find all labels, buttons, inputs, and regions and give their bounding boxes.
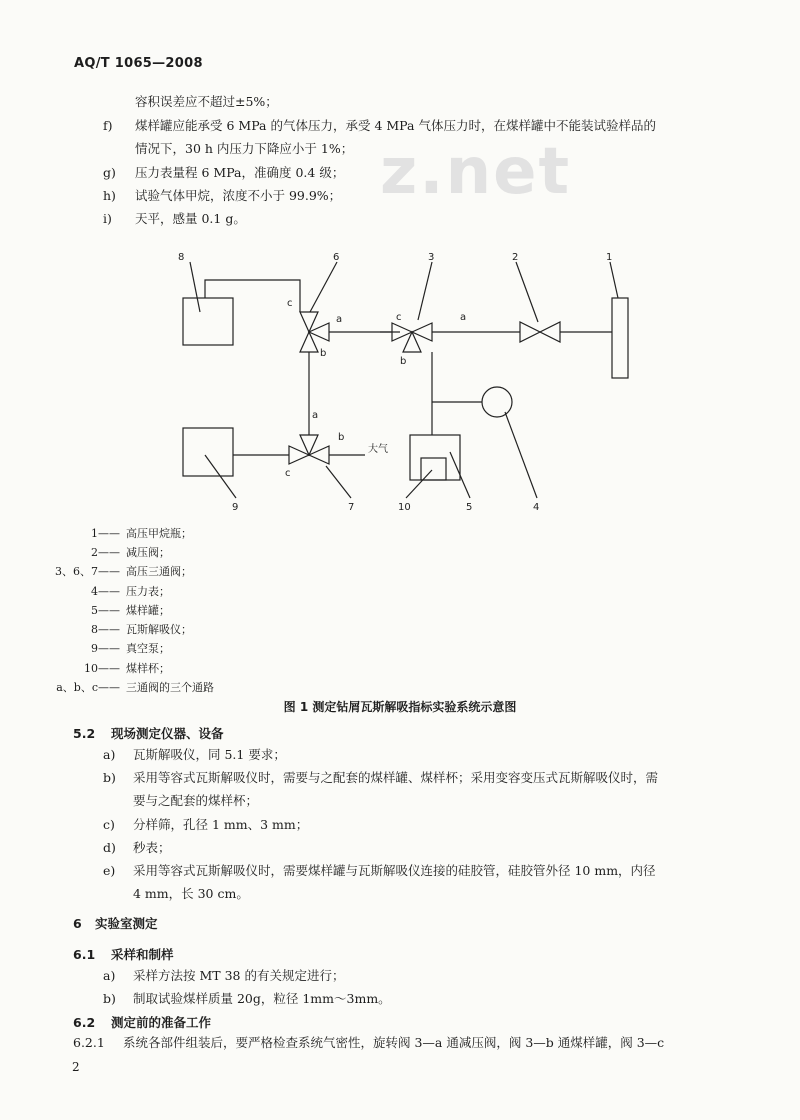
requirement-f-label: f) [103,118,113,133]
pressure-gauge [482,387,512,417]
legend-key: 4—— [91,585,120,598]
leader-8 [190,262,200,312]
section-6-heading [73,914,158,932]
leader-3 [418,262,432,320]
item-text: 制取试验煤样质量 20g，粒径 1mm～3mm。 [133,991,391,1006]
label-9: 9 [232,502,239,513]
pipe-8-to-6 [205,280,300,312]
item-text: 秒表； [133,840,171,855]
vacuum-pump-box [183,428,233,476]
label-5: 5 [466,502,473,513]
diagram-svg [0,240,800,520]
item-text: 分样筛，孔径 1 mm、3 mm； [133,817,309,832]
requirement-h-label: h) [103,188,116,203]
experiment-system-diagram [0,240,800,520]
section-number: 6 [73,916,82,931]
label-2: 2 [512,252,519,263]
item-label: e) [103,863,116,878]
item-text: 瓦斯解吸仪，同 5.1 要求； [133,747,286,762]
valve-2-left [520,322,540,342]
item-label: a) [103,968,116,983]
label-8: 8 [178,252,185,263]
clause-text: 系统各部件组装后，要严格检查系统气密性，旋转阀 3—a 通减压阀，阀 3—b 通煤样罐，阀 3—c [123,1035,665,1050]
port-3-a: a [460,312,467,323]
item-text: 采用等容式瓦斯解吸仪时，需要与之配套的煤样罐、煤样杯；采用变容变压式瓦斯解吸仪时，需 [133,770,659,785]
section-6-1-heading [73,945,174,963]
section-title: 现场测定仪器、设备 [111,726,224,741]
requirement-f-text-1: 煤样罐应能承受 6 MPa 的气体压力，承受 4 MPa 气体压力时，在煤样罐中不能装试验样品的 [135,118,656,133]
section-5-2-heading [73,724,224,742]
port-3-c: c [396,312,402,323]
legend-text: 高压甲烷瓶； [126,527,192,540]
section-number: 6.1 [73,947,96,962]
legend-key: a、b、c—— [56,681,120,694]
leader-6 [310,262,337,312]
port-7-b: b [338,432,345,443]
port-3-b: b [400,356,407,367]
requirement-g-label: g) [103,165,116,180]
legend-text: 减压阀； [126,546,170,559]
atmosphere-label: 大气 [368,444,388,455]
valve-2-right [540,322,560,342]
methane-cylinder [612,298,628,378]
legend-key: 1—— [91,527,120,540]
legend-text: 真空泵； [126,642,170,655]
section-title: 采样和制样 [111,947,174,962]
legend-key: 5—— [91,604,120,617]
item-label: d) [103,840,116,855]
coal-cup [421,458,446,480]
requirement-g-text: 压力表量程 6 MPa，准确度 0.4 级； [135,165,345,180]
legend-text: 煤样罐； [126,604,170,617]
item-label: a) [103,747,116,762]
legend-key: 2—— [91,546,120,559]
item-label: c) [103,817,115,832]
legend-text: 高压三通阀； [126,565,192,578]
requirement-i-text: 天平，感量 0.1 g。 [135,211,246,226]
item-text: 采样方法按 MT 38 的有关规定进行； [133,968,345,983]
label-10: 10 [398,502,411,513]
legend-key: 8—— [91,623,120,636]
legend-key: 3、6、7—— [55,565,120,578]
requirement-i-label: i) [103,211,112,226]
item-label: b) [103,991,116,1006]
leader-4 [505,412,537,498]
label-1: 1 [606,252,613,263]
page-number: 2 [72,1060,80,1074]
desorption-meter-box [183,298,233,345]
legend-key: 10—— [84,662,120,675]
port-6-b: b [320,348,327,359]
port-7-c: c [285,468,291,479]
leader-1 [610,262,618,298]
list-item-continuation: 要与之配套的煤样杯； [133,793,259,808]
section-number: 5.2 [73,726,96,741]
label-7: 7 [348,502,355,513]
legend-text: 压力表； [126,585,170,598]
label-4: 4 [533,502,540,513]
item-label: b) [103,770,116,785]
section-6-2-heading [73,1013,211,1031]
port-6-c: c [287,298,293,309]
section-title: 测定前的准备工作 [111,1015,212,1030]
label-6: 6 [333,252,340,263]
watermark-text: z.net [380,135,572,209]
legend-text: 三通阀的三个通路 [126,681,214,694]
requirement-f-text-2: 情况下，30 h 内压力下降应小于 1%； [135,141,354,156]
list-item-continuation: 4 mm，长 30 cm。 [133,886,249,901]
legend-text: 煤样杯； [126,662,170,675]
clause-number: 6.2.1 [73,1035,105,1050]
legend-text: 瓦斯解吸仪； [126,623,192,636]
legend-key: 9—— [91,642,120,655]
section-title: 实验室测定 [95,916,158,931]
requirement-continuation: 容积误差应不超过±5%； [135,94,278,109]
requirement-h-text: 试验气体甲烷，浓度不小于 99.9%； [135,188,342,203]
leader-2 [516,262,538,322]
standard-code-header: AQ/T 1065—2008 [74,56,203,71]
port-6-a: a [336,314,343,325]
port-7-a: a [312,410,319,421]
section-number: 6.2 [73,1015,96,1030]
leader-7 [326,466,351,498]
item-text: 采用等容式瓦斯解吸仪时，需要煤样罐与瓦斯解吸仪连接的硅胶管，硅胶管外径 10 mm，内径 [133,863,656,878]
figure-caption: 图 1 测定钻屑瓦斯解吸指标实验系统示意图 [283,700,517,714]
label-3: 3 [428,252,435,263]
